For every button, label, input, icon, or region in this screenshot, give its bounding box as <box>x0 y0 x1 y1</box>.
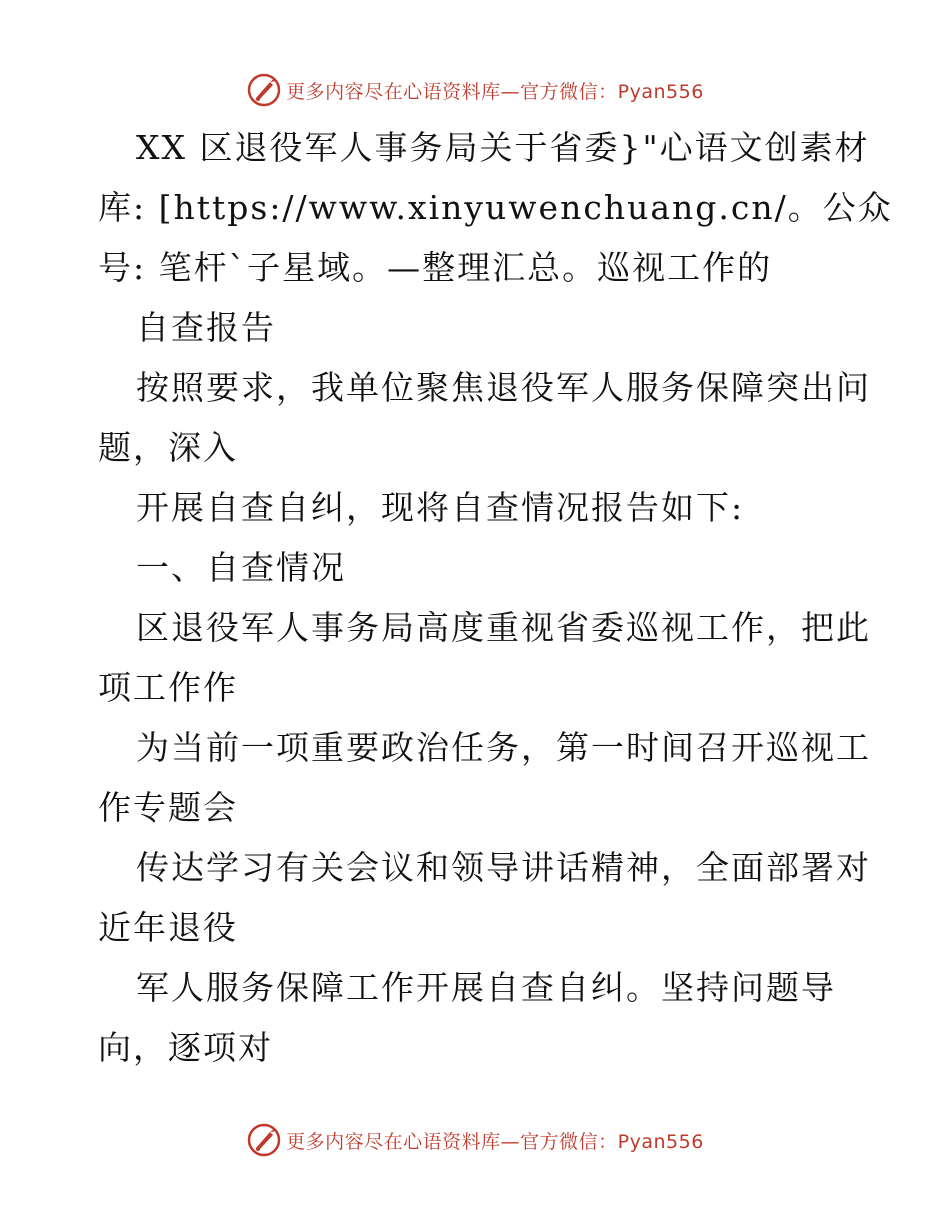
quill-pen-seal-icon <box>246 72 282 108</box>
text-line: 一、自查情况 <box>136 548 346 587</box>
text-line: 向，逐项对 <box>98 1028 273 1067</box>
watermark-text: 更多内容尽在心语资料库—官方微信：Pyan556 <box>286 1130 704 1153</box>
watermark-text: 更多内容尽在心语资料库—官方微信：Pyan556 <box>286 80 704 103</box>
text-line: 号: 笔杆`子星域。—整理汇总。巡视工作的 <box>98 248 773 287</box>
text-line: 作专题会 <box>98 788 238 827</box>
document-body <box>98 118 893 1078</box>
text-line: 近年退役 <box>98 908 238 947</box>
text-line: 按照要求，我单位聚焦退役军人服务保障突出问 <box>136 368 871 407</box>
text-line: 传达学习有关会议和领导讲话精神，全面部署对 <box>136 848 871 887</box>
text-line: 题，深入 <box>98 428 238 467</box>
text-line: 区退役军人事务局高度重视省委巡视工作，把此 <box>136 608 871 647</box>
text-line: 军人服务保障工作开展自查自纠。坚持问题导 <box>136 968 836 1007</box>
text-line: 项工作作 <box>98 668 238 707</box>
watermark-footer <box>0 1120 950 1160</box>
text-line: 自查报告 <box>136 308 276 347</box>
watermark-header <box>0 70 950 110</box>
text-line: 为当前一项重要政治任务，第一时间召开巡视工 <box>136 728 871 767</box>
text-line: 开展自查自纠，现将自查情况报告如下: <box>136 488 745 527</box>
quill-pen-seal-icon <box>246 1122 282 1158</box>
text-line: XX 区退役军人事务局关于省委}"心语文创素材 <box>136 128 870 167</box>
text-line: 库: [https://www.xinyuwenchuang.cn/。公众 <box>98 188 893 227</box>
